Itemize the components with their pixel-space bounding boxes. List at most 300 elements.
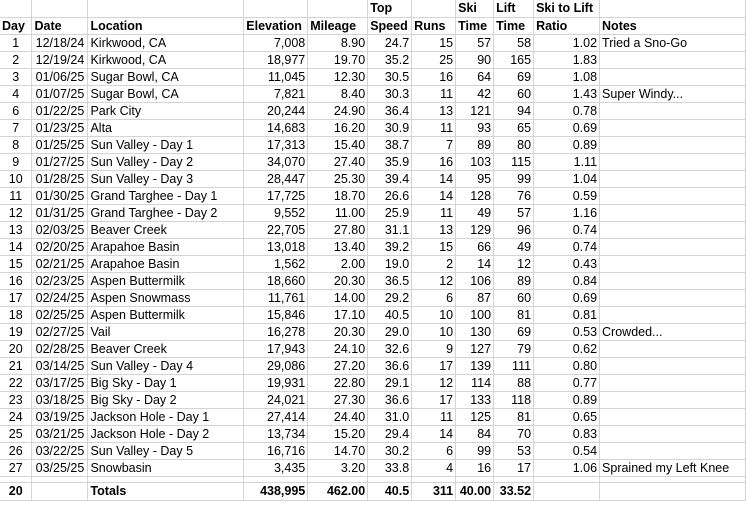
header-ski-time-line1[interactable]: Ski bbox=[456, 0, 494, 18]
top-speed-cell[interactable]: 29.4 bbox=[368, 426, 412, 443]
runs-cell[interactable]: 11 bbox=[412, 409, 456, 426]
mileage-cell[interactable]: 14.00 bbox=[308, 290, 368, 307]
day-cell[interactable]: 24 bbox=[0, 409, 32, 426]
header-lift-time-line1[interactable]: Lift bbox=[494, 0, 534, 18]
top-speed-cell[interactable]: 32.6 bbox=[368, 341, 412, 358]
runs-cell[interactable]: 16 bbox=[412, 69, 456, 86]
lift-time-cell[interactable]: 115 bbox=[494, 154, 534, 171]
ski-time-cell[interactable]: 95 bbox=[456, 171, 494, 188]
mileage-cell[interactable]: 27.80 bbox=[308, 222, 368, 239]
ski-time-cell[interactable]: 103 bbox=[456, 154, 494, 171]
mileage-cell[interactable]: 15.20 bbox=[308, 426, 368, 443]
top-speed-cell[interactable]: 35.2 bbox=[368, 52, 412, 69]
date-cell[interactable]: 12/18/24 bbox=[32, 35, 88, 52]
ratio-cell[interactable]: 0.69 bbox=[534, 290, 600, 307]
ratio-cell[interactable]: 1.08 bbox=[534, 69, 600, 86]
elevation-cell[interactable]: 7,008 bbox=[244, 35, 308, 52]
mileage-cell[interactable]: 25.30 bbox=[308, 171, 368, 188]
header-ski-time-line2[interactable]: Time bbox=[456, 18, 494, 35]
location-cell[interactable]: Grand Targhee - Day 1 bbox=[88, 188, 244, 205]
empty-cell[interactable] bbox=[534, 483, 600, 501]
ratio-cell[interactable]: 1.04 bbox=[534, 171, 600, 188]
lift-time-cell[interactable]: 76 bbox=[494, 188, 534, 205]
ratio-cell[interactable]: 0.78 bbox=[534, 103, 600, 120]
runs-cell[interactable]: 11 bbox=[412, 120, 456, 137]
elevation-cell[interactable]: 27,414 bbox=[244, 409, 308, 426]
ratio-cell[interactable]: 1.43 bbox=[534, 86, 600, 103]
elevation-cell[interactable]: 1,562 bbox=[244, 256, 308, 273]
elevation-cell[interactable]: 20,244 bbox=[244, 103, 308, 120]
elevation-cell[interactable]: 7,821 bbox=[244, 86, 308, 103]
top-speed-cell[interactable]: 30.3 bbox=[368, 86, 412, 103]
ratio-cell[interactable]: 0.84 bbox=[534, 273, 600, 290]
lift-time-cell[interactable]: 94 bbox=[494, 103, 534, 120]
header-runs-top[interactable] bbox=[412, 0, 456, 18]
elevation-cell[interactable]: 17,313 bbox=[244, 137, 308, 154]
location-cell[interactable]: Arapahoe Basin bbox=[88, 256, 244, 273]
date-cell[interactable]: 01/27/25 bbox=[32, 154, 88, 171]
runs-cell[interactable]: 4 bbox=[412, 460, 456, 477]
elevation-cell[interactable]: 16,716 bbox=[244, 443, 308, 460]
mileage-cell[interactable]: 18.70 bbox=[308, 188, 368, 205]
lift-time-cell[interactable]: 88 bbox=[494, 375, 534, 392]
runs-cell[interactable]: 14 bbox=[412, 171, 456, 188]
notes-cell[interactable] bbox=[600, 375, 746, 392]
header-date[interactable]: Date bbox=[32, 18, 88, 35]
header-mileage-top[interactable] bbox=[308, 0, 368, 18]
header-top-speed-line1[interactable]: Top bbox=[368, 0, 412, 18]
day-cell[interactable]: 3 bbox=[0, 69, 32, 86]
location-cell[interactable]: Jackson Hole - Day 2 bbox=[88, 426, 244, 443]
elevation-cell[interactable]: 24,021 bbox=[244, 392, 308, 409]
top-speed-cell[interactable]: 39.2 bbox=[368, 239, 412, 256]
top-speed-cell[interactable]: 26.6 bbox=[368, 188, 412, 205]
lift-time-cell[interactable]: 96 bbox=[494, 222, 534, 239]
day-cell[interactable]: 2 bbox=[0, 52, 32, 69]
location-cell[interactable]: Arapahoe Basin bbox=[88, 239, 244, 256]
date-cell[interactable]: 03/14/25 bbox=[32, 358, 88, 375]
header-mileage[interactable]: Mileage bbox=[308, 18, 368, 35]
day-cell[interactable]: 22 bbox=[0, 375, 32, 392]
date-cell[interactable]: 03/22/25 bbox=[32, 443, 88, 460]
header-lift-time-line2[interactable]: Time bbox=[494, 18, 534, 35]
header-top-speed-line2[interactable]: Speed bbox=[368, 18, 412, 35]
day-cell[interactable]: 11 bbox=[0, 188, 32, 205]
elevation-cell[interactable]: 34,070 bbox=[244, 154, 308, 171]
mileage-cell[interactable]: 19.70 bbox=[308, 52, 368, 69]
notes-cell[interactable] bbox=[600, 443, 746, 460]
elevation-cell[interactable]: 3,435 bbox=[244, 460, 308, 477]
notes-cell[interactable] bbox=[600, 205, 746, 222]
top-speed-cell[interactable]: 29.1 bbox=[368, 375, 412, 392]
runs-cell[interactable]: 7 bbox=[412, 137, 456, 154]
runs-cell[interactable]: 25 bbox=[412, 52, 456, 69]
ski-time-cell[interactable]: 66 bbox=[456, 239, 494, 256]
ski-time-cell[interactable]: 125 bbox=[456, 409, 494, 426]
day-cell[interactable]: 8 bbox=[0, 137, 32, 154]
top-speed-cell[interactable]: 36.5 bbox=[368, 273, 412, 290]
date-cell[interactable]: 02/03/25 bbox=[32, 222, 88, 239]
ratio-cell[interactable]: 0.74 bbox=[534, 239, 600, 256]
ski-time-cell[interactable]: 14 bbox=[456, 256, 494, 273]
location-cell[interactable]: Sun Valley - Day 2 bbox=[88, 154, 244, 171]
ski-time-cell[interactable]: 100 bbox=[456, 307, 494, 324]
day-cell[interactable]: 14 bbox=[0, 239, 32, 256]
top-speed-cell[interactable]: 30.2 bbox=[368, 443, 412, 460]
lift-time-cell[interactable]: 118 bbox=[494, 392, 534, 409]
notes-cell[interactable] bbox=[600, 239, 746, 256]
location-cell[interactable]: Vail bbox=[88, 324, 244, 341]
ratio-cell[interactable]: 1.11 bbox=[534, 154, 600, 171]
runs-cell[interactable]: 13 bbox=[412, 103, 456, 120]
lift-time-cell[interactable]: 81 bbox=[494, 307, 534, 324]
elevation-cell[interactable]: 29,086 bbox=[244, 358, 308, 375]
day-cell[interactable]: 21 bbox=[0, 358, 32, 375]
mileage-cell[interactable]: 27.30 bbox=[308, 392, 368, 409]
mileage-cell[interactable]: 20.30 bbox=[308, 324, 368, 341]
mileage-cell[interactable]: 22.80 bbox=[308, 375, 368, 392]
notes-cell[interactable] bbox=[600, 290, 746, 307]
date-cell[interactable]: 02/27/25 bbox=[32, 324, 88, 341]
top-speed-cell[interactable]: 35.9 bbox=[368, 154, 412, 171]
notes-cell[interactable] bbox=[600, 52, 746, 69]
header-date-top[interactable] bbox=[32, 0, 88, 18]
location-cell[interactable]: Kirkwood, CA bbox=[88, 35, 244, 52]
top-speed-cell[interactable]: 36.6 bbox=[368, 392, 412, 409]
elevation-cell[interactable]: 13,734 bbox=[244, 426, 308, 443]
date-cell[interactable]: 01/30/25 bbox=[32, 188, 88, 205]
top-speed-cell[interactable]: 29.2 bbox=[368, 290, 412, 307]
lift-time-cell[interactable]: 165 bbox=[494, 52, 534, 69]
elevation-cell[interactable]: 18,977 bbox=[244, 52, 308, 69]
header-elevation-top[interactable] bbox=[244, 0, 308, 18]
location-cell[interactable]: Sun Valley - Day 5 bbox=[88, 443, 244, 460]
empty-cell[interactable] bbox=[600, 483, 746, 501]
lift-time-cell[interactable]: 79 bbox=[494, 341, 534, 358]
totals-label[interactable]: Totals bbox=[88, 483, 244, 501]
notes-cell[interactable] bbox=[600, 120, 746, 137]
mileage-cell[interactable]: 14.70 bbox=[308, 443, 368, 460]
ski-time-cell[interactable]: 42 bbox=[456, 86, 494, 103]
runs-cell[interactable]: 11 bbox=[412, 205, 456, 222]
elevation-cell[interactable]: 11,761 bbox=[244, 290, 308, 307]
elevation-cell[interactable]: 28,447 bbox=[244, 171, 308, 188]
totals-ski-time[interactable]: 40.00 bbox=[456, 483, 494, 501]
totals-top-speed[interactable]: 40.5 bbox=[368, 483, 412, 501]
location-cell[interactable]: Jackson Hole - Day 1 bbox=[88, 409, 244, 426]
lift-time-cell[interactable]: 69 bbox=[494, 324, 534, 341]
location-cell[interactable]: Aspen Buttermilk bbox=[88, 273, 244, 290]
lift-time-cell[interactable]: 69 bbox=[494, 69, 534, 86]
runs-cell[interactable]: 14 bbox=[412, 188, 456, 205]
elevation-cell[interactable]: 14,683 bbox=[244, 120, 308, 137]
date-cell[interactable]: 01/31/25 bbox=[32, 205, 88, 222]
location-cell[interactable]: Beaver Creek bbox=[88, 222, 244, 239]
mileage-cell[interactable]: 15.40 bbox=[308, 137, 368, 154]
date-cell[interactable]: 01/23/25 bbox=[32, 120, 88, 137]
location-cell[interactable]: Sun Valley - Day 3 bbox=[88, 171, 244, 188]
location-cell[interactable]: Beaver Creek bbox=[88, 341, 244, 358]
day-cell[interactable]: 4 bbox=[0, 86, 32, 103]
ratio-cell[interactable]: 1.06 bbox=[534, 460, 600, 477]
elevation-cell[interactable]: 9,552 bbox=[244, 205, 308, 222]
lift-time-cell[interactable]: 111 bbox=[494, 358, 534, 375]
lift-time-cell[interactable]: 89 bbox=[494, 273, 534, 290]
ratio-cell[interactable]: 0.77 bbox=[534, 375, 600, 392]
lift-time-cell[interactable]: 65 bbox=[494, 120, 534, 137]
ski-time-cell[interactable]: 129 bbox=[456, 222, 494, 239]
ratio-cell[interactable]: 0.65 bbox=[534, 409, 600, 426]
date-cell[interactable]: 03/25/25 bbox=[32, 460, 88, 477]
day-cell[interactable]: 26 bbox=[0, 443, 32, 460]
mileage-cell[interactable]: 24.10 bbox=[308, 341, 368, 358]
elevation-cell[interactable]: 18,660 bbox=[244, 273, 308, 290]
runs-cell[interactable]: 11 bbox=[412, 86, 456, 103]
ski-time-cell[interactable]: 128 bbox=[456, 188, 494, 205]
empty-cell[interactable] bbox=[32, 483, 88, 501]
lift-time-cell[interactable]: 99 bbox=[494, 171, 534, 188]
location-cell[interactable]: Grand Targhee - Day 2 bbox=[88, 205, 244, 222]
runs-cell[interactable]: 6 bbox=[412, 443, 456, 460]
day-cell[interactable]: 15 bbox=[0, 256, 32, 273]
ratio-cell[interactable]: 1.83 bbox=[534, 52, 600, 69]
mileage-cell[interactable]: 17.10 bbox=[308, 307, 368, 324]
notes-cell[interactable] bbox=[600, 188, 746, 205]
date-cell[interactable]: 03/19/25 bbox=[32, 409, 88, 426]
ski-time-cell[interactable]: 106 bbox=[456, 273, 494, 290]
ratio-cell[interactable]: 0.53 bbox=[534, 324, 600, 341]
location-cell[interactable]: Park City bbox=[88, 103, 244, 120]
lift-time-cell[interactable]: 17 bbox=[494, 460, 534, 477]
notes-cell[interactable] bbox=[600, 273, 746, 290]
notes-cell[interactable] bbox=[600, 307, 746, 324]
ski-time-cell[interactable]: 127 bbox=[456, 341, 494, 358]
date-cell[interactable]: 01/06/25 bbox=[32, 69, 88, 86]
top-speed-cell[interactable]: 38.7 bbox=[368, 137, 412, 154]
top-speed-cell[interactable]: 33.8 bbox=[368, 460, 412, 477]
location-cell[interactable]: Aspen Snowmass bbox=[88, 290, 244, 307]
mileage-cell[interactable]: 8.40 bbox=[308, 86, 368, 103]
runs-cell[interactable]: 10 bbox=[412, 324, 456, 341]
location-cell[interactable]: Snowbasin bbox=[88, 460, 244, 477]
header-location-top[interactable] bbox=[88, 0, 244, 18]
lift-time-cell[interactable]: 60 bbox=[494, 86, 534, 103]
date-cell[interactable]: 02/20/25 bbox=[32, 239, 88, 256]
ratio-cell[interactable]: 0.62 bbox=[534, 341, 600, 358]
notes-cell[interactable]: Super Windy... bbox=[600, 86, 746, 103]
header-runs[interactable]: Runs bbox=[412, 18, 456, 35]
notes-cell[interactable] bbox=[600, 154, 746, 171]
day-cell[interactable]: 18 bbox=[0, 307, 32, 324]
lift-time-cell[interactable]: 80 bbox=[494, 137, 534, 154]
ski-time-cell[interactable]: 64 bbox=[456, 69, 494, 86]
notes-cell[interactable] bbox=[600, 341, 746, 358]
mileage-cell[interactable]: 11.00 bbox=[308, 205, 368, 222]
top-speed-cell[interactable]: 36.6 bbox=[368, 358, 412, 375]
mileage-cell[interactable]: 27.40 bbox=[308, 154, 368, 171]
ski-time-cell[interactable]: 99 bbox=[456, 443, 494, 460]
runs-cell[interactable]: 17 bbox=[412, 392, 456, 409]
location-cell[interactable]: Sugar Bowl, CA bbox=[88, 69, 244, 86]
ski-time-cell[interactable]: 89 bbox=[456, 137, 494, 154]
day-cell[interactable]: 20 bbox=[0, 341, 32, 358]
totals-day-count[interactable]: 20 bbox=[0, 483, 32, 501]
notes-cell[interactable] bbox=[600, 426, 746, 443]
notes-cell[interactable] bbox=[600, 103, 746, 120]
date-cell[interactable]: 01/28/25 bbox=[32, 171, 88, 188]
elevation-cell[interactable]: 16,278 bbox=[244, 324, 308, 341]
date-cell[interactable]: 02/23/25 bbox=[32, 273, 88, 290]
ski-time-cell[interactable]: 84 bbox=[456, 426, 494, 443]
elevation-cell[interactable]: 15,846 bbox=[244, 307, 308, 324]
date-cell[interactable]: 02/25/25 bbox=[32, 307, 88, 324]
lift-time-cell[interactable]: 49 bbox=[494, 239, 534, 256]
mileage-cell[interactable]: 20.30 bbox=[308, 273, 368, 290]
elevation-cell[interactable]: 22,705 bbox=[244, 222, 308, 239]
mileage-cell[interactable]: 3.20 bbox=[308, 460, 368, 477]
runs-cell[interactable]: 13 bbox=[412, 222, 456, 239]
notes-cell[interactable] bbox=[600, 69, 746, 86]
totals-elevation[interactable]: 438,995 bbox=[244, 483, 308, 501]
lift-time-cell[interactable]: 53 bbox=[494, 443, 534, 460]
day-cell[interactable]: 17 bbox=[0, 290, 32, 307]
notes-cell[interactable]: Sprained my Left Knee bbox=[600, 460, 746, 477]
totals-mileage[interactable]: 462.00 bbox=[308, 483, 368, 501]
location-cell[interactable]: Kirkwood, CA bbox=[88, 52, 244, 69]
notes-cell[interactable]: Tried a Sno-Go bbox=[600, 35, 746, 52]
ratio-cell[interactable]: 0.59 bbox=[534, 188, 600, 205]
mileage-cell[interactable]: 27.20 bbox=[308, 358, 368, 375]
totals-lift-time[interactable]: 33.52 bbox=[494, 483, 534, 501]
ski-time-cell[interactable]: 114 bbox=[456, 375, 494, 392]
day-cell[interactable]: 19 bbox=[0, 324, 32, 341]
lift-time-cell[interactable]: 12 bbox=[494, 256, 534, 273]
notes-cell[interactable] bbox=[600, 222, 746, 239]
elevation-cell[interactable]: 13,018 bbox=[244, 239, 308, 256]
date-cell[interactable]: 02/24/25 bbox=[32, 290, 88, 307]
date-cell[interactable]: 01/25/25 bbox=[32, 137, 88, 154]
mileage-cell[interactable]: 8.90 bbox=[308, 35, 368, 52]
ratio-cell[interactable]: 0.89 bbox=[534, 392, 600, 409]
lift-time-cell[interactable]: 60 bbox=[494, 290, 534, 307]
ski-time-cell[interactable]: 16 bbox=[456, 460, 494, 477]
ski-time-cell[interactable]: 57 bbox=[456, 35, 494, 52]
top-speed-cell[interactable]: 31.1 bbox=[368, 222, 412, 239]
day-cell[interactable]: 9 bbox=[0, 154, 32, 171]
day-cell[interactable]: 16 bbox=[0, 273, 32, 290]
lift-time-cell[interactable]: 57 bbox=[494, 205, 534, 222]
elevation-cell[interactable]: 17,943 bbox=[244, 341, 308, 358]
header-notes-top[interactable] bbox=[600, 0, 746, 18]
ratio-cell[interactable]: 0.80 bbox=[534, 358, 600, 375]
runs-cell[interactable]: 9 bbox=[412, 341, 456, 358]
ski-time-cell[interactable]: 49 bbox=[456, 205, 494, 222]
notes-cell[interactable]: Crowded... bbox=[600, 324, 746, 341]
notes-cell[interactable] bbox=[600, 256, 746, 273]
runs-cell[interactable]: 12 bbox=[412, 273, 456, 290]
header-day[interactable]: Day bbox=[0, 18, 32, 35]
header-ratio-line2[interactable]: Ratio bbox=[534, 18, 600, 35]
runs-cell[interactable]: 10 bbox=[412, 307, 456, 324]
day-cell[interactable]: 13 bbox=[0, 222, 32, 239]
top-speed-cell[interactable]: 36.4 bbox=[368, 103, 412, 120]
top-speed-cell[interactable]: 39.4 bbox=[368, 171, 412, 188]
ski-time-cell[interactable]: 93 bbox=[456, 120, 494, 137]
elevation-cell[interactable]: 11,045 bbox=[244, 69, 308, 86]
header-day-top[interactable] bbox=[0, 0, 32, 18]
ski-time-cell[interactable]: 90 bbox=[456, 52, 494, 69]
ratio-cell[interactable]: 0.83 bbox=[534, 426, 600, 443]
date-cell[interactable]: 01/22/25 bbox=[32, 103, 88, 120]
top-speed-cell[interactable]: 29.0 bbox=[368, 324, 412, 341]
location-cell[interactable]: Alta bbox=[88, 120, 244, 137]
runs-cell[interactable]: 16 bbox=[412, 154, 456, 171]
header-notes[interactable]: Notes bbox=[600, 18, 746, 35]
runs-cell[interactable]: 17 bbox=[412, 358, 456, 375]
day-cell[interactable]: 23 bbox=[0, 392, 32, 409]
elevation-cell[interactable]: 17,725 bbox=[244, 188, 308, 205]
header-location[interactable]: Location bbox=[88, 18, 244, 35]
mileage-cell[interactable]: 24.40 bbox=[308, 409, 368, 426]
top-speed-cell[interactable]: 19.0 bbox=[368, 256, 412, 273]
day-cell[interactable]: 1 bbox=[0, 35, 32, 52]
location-cell[interactable]: Sun Valley - Day 4 bbox=[88, 358, 244, 375]
ratio-cell[interactable]: 0.54 bbox=[534, 443, 600, 460]
header-ratio-line1[interactable]: Ski to Lift bbox=[534, 0, 600, 18]
notes-cell[interactable] bbox=[600, 358, 746, 375]
ski-time-cell[interactable]: 87 bbox=[456, 290, 494, 307]
lift-time-cell[interactable]: 70 bbox=[494, 426, 534, 443]
header-elevation[interactable]: Elevation bbox=[244, 18, 308, 35]
ski-time-cell[interactable]: 130 bbox=[456, 324, 494, 341]
notes-cell[interactable] bbox=[600, 392, 746, 409]
ski-time-cell[interactable]: 121 bbox=[456, 103, 494, 120]
location-cell[interactable]: Big Sky - Day 1 bbox=[88, 375, 244, 392]
ratio-cell[interactable]: 0.69 bbox=[534, 120, 600, 137]
day-cell[interactable]: 6 bbox=[0, 103, 32, 120]
location-cell[interactable]: Sugar Bowl, CA bbox=[88, 86, 244, 103]
date-cell[interactable]: 12/19/24 bbox=[32, 52, 88, 69]
mileage-cell[interactable]: 13.40 bbox=[308, 239, 368, 256]
ski-time-cell[interactable]: 133 bbox=[456, 392, 494, 409]
runs-cell[interactable]: 6 bbox=[412, 290, 456, 307]
day-cell[interactable]: 12 bbox=[0, 205, 32, 222]
date-cell[interactable]: 03/21/25 bbox=[32, 426, 88, 443]
ratio-cell[interactable]: 1.16 bbox=[534, 205, 600, 222]
day-cell[interactable]: 10 bbox=[0, 171, 32, 188]
runs-cell[interactable]: 15 bbox=[412, 239, 456, 256]
top-speed-cell[interactable]: 31.0 bbox=[368, 409, 412, 426]
runs-cell[interactable]: 15 bbox=[412, 35, 456, 52]
ratio-cell[interactable]: 0.81 bbox=[534, 307, 600, 324]
mileage-cell[interactable]: 24.90 bbox=[308, 103, 368, 120]
location-cell[interactable]: Aspen Buttermilk bbox=[88, 307, 244, 324]
location-cell[interactable]: Big Sky - Day 2 bbox=[88, 392, 244, 409]
top-speed-cell[interactable]: 25.9 bbox=[368, 205, 412, 222]
ratio-cell[interactable]: 0.74 bbox=[534, 222, 600, 239]
location-cell[interactable]: Sun Valley - Day 1 bbox=[88, 137, 244, 154]
top-speed-cell[interactable]: 24.7 bbox=[368, 35, 412, 52]
ratio-cell[interactable]: 1.02 bbox=[534, 35, 600, 52]
lift-time-cell[interactable]: 58 bbox=[494, 35, 534, 52]
notes-cell[interactable] bbox=[600, 137, 746, 154]
runs-cell[interactable]: 14 bbox=[412, 426, 456, 443]
date-cell[interactable]: 02/28/25 bbox=[32, 341, 88, 358]
top-speed-cell[interactable]: 40.5 bbox=[368, 307, 412, 324]
day-cell[interactable]: 27 bbox=[0, 460, 32, 477]
top-speed-cell[interactable]: 30.5 bbox=[368, 69, 412, 86]
ski-time-cell[interactable]: 139 bbox=[456, 358, 494, 375]
